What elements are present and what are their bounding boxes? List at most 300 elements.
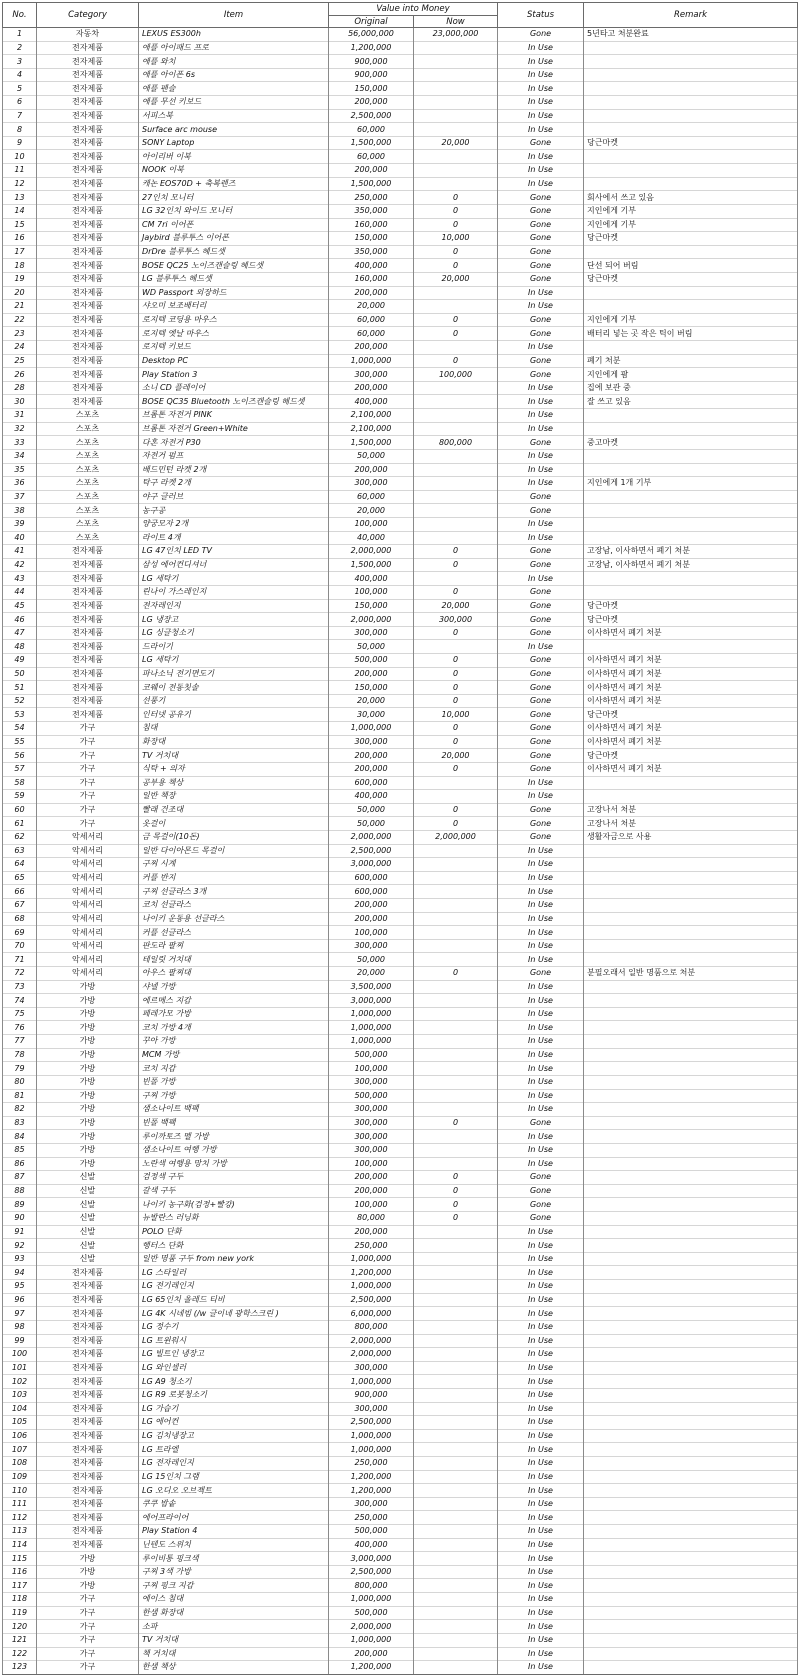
header-item: Item — [139, 3, 329, 28]
cell-category: 악세서리 — [37, 912, 139, 926]
table-row — [3, 1062, 798, 1076]
cell-now — [414, 1048, 498, 1062]
cell-item: 탁구 라켓 2개 — [139, 477, 329, 491]
cell-item: MCM 가방 — [139, 1048, 329, 1062]
cell-no: 9 — [3, 136, 37, 150]
cell-remark: 폐기 처분 — [584, 354, 798, 368]
cell-no: 115 — [3, 1552, 37, 1566]
cell-item: LG 세탁기 — [139, 572, 329, 586]
cell-original: 150,000 — [329, 232, 414, 246]
cell-original: 300,000 — [329, 1402, 414, 1416]
cell-now: 0 — [414, 585, 498, 599]
cell-original: 500,000 — [329, 1048, 414, 1062]
cell-status: Gone — [498, 327, 584, 341]
cell-category: 가구 — [37, 1647, 139, 1661]
table-row — [3, 1198, 798, 1212]
cell-remark: 당근마켓 — [584, 749, 798, 763]
cell-original: 60,000 — [329, 123, 414, 137]
cell-remark: 당근마켓 — [584, 136, 798, 150]
cell-no: 100 — [3, 1348, 37, 1362]
cell-item: LG 전자레인지 — [139, 1456, 329, 1470]
cell-now: 20,000 — [414, 136, 498, 150]
cell-item: 애플 무선 키보드 — [139, 96, 329, 110]
cell-status: Gone — [498, 272, 584, 286]
cell-remark — [584, 422, 798, 436]
cell-remark — [584, 1103, 798, 1117]
cell-remark — [584, 1143, 798, 1157]
cell-remark: 당근마켓 — [584, 232, 798, 246]
cell-item: SONY Laptop — [139, 136, 329, 150]
cell-status: In Use — [498, 1538, 584, 1552]
cell-remark — [584, 449, 798, 463]
cell-now — [414, 490, 498, 504]
cell-remark — [584, 1538, 798, 1552]
cell-status: In Use — [498, 1416, 584, 1430]
cell-item: 라이트 4개 — [139, 531, 329, 545]
cell-category: 가방 — [37, 1007, 139, 1021]
cell-no: 85 — [3, 1143, 37, 1157]
cell-remark — [584, 1048, 798, 1062]
cell-category: 가방 — [37, 1116, 139, 1130]
cell-remark — [584, 68, 798, 82]
cell-original: 200,000 — [329, 667, 414, 681]
cell-item: 금 목걸이(10돈) — [139, 830, 329, 844]
cell-original: 300,000 — [329, 477, 414, 491]
cell-original: 100,000 — [329, 1062, 414, 1076]
cell-category: 가방 — [37, 1048, 139, 1062]
cell-remark — [584, 1402, 798, 1416]
cell-remark — [584, 1388, 798, 1402]
cell-status: In Use — [498, 1266, 584, 1280]
cell-original: 1,200,000 — [329, 41, 414, 55]
cell-item: 노란색 여행용 망치 가방 — [139, 1157, 329, 1171]
cell-category: 전자제품 — [37, 1334, 139, 1348]
cell-remark — [584, 926, 798, 940]
cell-remark — [584, 1579, 798, 1593]
table-row — [3, 150, 798, 164]
table-row — [3, 1484, 798, 1498]
cell-remark — [584, 1633, 798, 1647]
cell-status: In Use — [498, 395, 584, 409]
cell-status: In Use — [498, 422, 584, 436]
cell-original: 1,000,000 — [329, 1021, 414, 1035]
cell-now — [414, 463, 498, 477]
cell-original: 900,000 — [329, 1388, 414, 1402]
cell-original: 1,500,000 — [329, 136, 414, 150]
cell-now — [414, 531, 498, 545]
cell-remark — [584, 1184, 798, 1198]
cell-now — [414, 1266, 498, 1280]
cell-original: 350,000 — [329, 245, 414, 259]
cell-category: 신발 — [37, 1198, 139, 1212]
cell-remark — [584, 1606, 798, 1620]
cell-now — [414, 1456, 498, 1470]
cell-now — [414, 1361, 498, 1375]
cell-now — [414, 953, 498, 967]
cell-original: 1,200,000 — [329, 1266, 414, 1280]
cell-original: 3,000,000 — [329, 1552, 414, 1566]
cell-status: Gone — [498, 504, 584, 518]
cell-status: In Use — [498, 341, 584, 355]
cell-category: 가방 — [37, 1062, 139, 1076]
cell-item: 샘소나이트 백팩 — [139, 1103, 329, 1117]
table-row — [3, 177, 798, 191]
cell-category: 스포츠 — [37, 477, 139, 491]
cell-now — [414, 1633, 498, 1647]
cell-status: Gone — [498, 545, 584, 559]
cell-no: 86 — [3, 1157, 37, 1171]
cell-remark — [584, 1293, 798, 1307]
cell-now: 0 — [414, 626, 498, 640]
cell-status: Gone — [498, 817, 584, 831]
cell-no: 2 — [3, 41, 37, 55]
cell-no: 25 — [3, 354, 37, 368]
cell-item: 구찌 핑크 지갑 — [139, 1579, 329, 1593]
cell-original: 2,100,000 — [329, 422, 414, 436]
cell-item: 린나이 가스레인지 — [139, 585, 329, 599]
cell-item: 빈폴 가방 — [139, 1075, 329, 1089]
cell-original: 200,000 — [329, 96, 414, 110]
cell-no: 14 — [3, 204, 37, 218]
cell-item: 행터스 단화 — [139, 1239, 329, 1253]
cell-status: In Use — [498, 1293, 584, 1307]
cell-category: 전자제품 — [37, 55, 139, 69]
cell-item: 코치 지갑 — [139, 1062, 329, 1076]
cell-category: 전자제품 — [37, 1525, 139, 1539]
table-row — [3, 41, 798, 55]
cell-no: 66 — [3, 885, 37, 899]
cell-category: 전자제품 — [37, 1348, 139, 1362]
cell-no: 92 — [3, 1239, 37, 1253]
cell-no: 93 — [3, 1252, 37, 1266]
cell-no: 63 — [3, 844, 37, 858]
cell-remark — [584, 1266, 798, 1280]
cell-remark — [584, 490, 798, 504]
cell-remark — [584, 1375, 798, 1389]
cell-remark — [584, 1075, 798, 1089]
cell-status: Gone — [498, 28, 584, 42]
cell-now: 0 — [414, 204, 498, 218]
cell-original: 1,000,000 — [329, 722, 414, 736]
cell-no: 78 — [3, 1048, 37, 1062]
cell-now — [414, 1157, 498, 1171]
cell-no: 102 — [3, 1375, 37, 1389]
cell-original: 100,000 — [329, 1157, 414, 1171]
cell-remark — [584, 150, 798, 164]
cell-remark: 이사하면서 폐기 처분 — [584, 681, 798, 695]
cell-original: 40,000 — [329, 531, 414, 545]
cell-now: 0 — [414, 967, 498, 981]
cell-category: 전자제품 — [37, 1470, 139, 1484]
cell-no: 97 — [3, 1307, 37, 1321]
cell-no: 69 — [3, 926, 37, 940]
cell-category: 악세서리 — [37, 885, 139, 899]
table-row — [3, 449, 798, 463]
cell-remark: 지인에게 기부 — [584, 218, 798, 232]
cell-now — [414, 381, 498, 395]
cell-no: 79 — [3, 1062, 37, 1076]
cell-category: 전자제품 — [37, 1416, 139, 1430]
cell-now — [414, 177, 498, 191]
cell-category: 전자제품 — [37, 177, 139, 191]
cell-no: 57 — [3, 762, 37, 776]
cell-original: 600,000 — [329, 776, 414, 790]
cell-original: 900,000 — [329, 55, 414, 69]
cell-original: 80,000 — [329, 1212, 414, 1226]
cell-no: 39 — [3, 517, 37, 531]
cell-now: 0 — [414, 313, 498, 327]
cell-now — [414, 1606, 498, 1620]
cell-item: 공부용 책상 — [139, 776, 329, 790]
table-row — [3, 1116, 798, 1130]
cell-no: 64 — [3, 858, 37, 872]
cell-item: 샤오미 보조배터리 — [139, 300, 329, 314]
cell-now: 20,000 — [414, 599, 498, 613]
cell-remark — [584, 1089, 798, 1103]
cell-now: 0 — [414, 817, 498, 831]
cell-category: 전자제품 — [37, 1497, 139, 1511]
cell-remark — [584, 1552, 798, 1566]
cell-status: In Use — [498, 1361, 584, 1375]
cell-status: In Use — [498, 1225, 584, 1239]
cell-category: 전자제품 — [37, 1484, 139, 1498]
cell-now — [414, 980, 498, 994]
cell-original: 200,000 — [329, 341, 414, 355]
table-row — [3, 354, 798, 368]
cell-item: 브롬톤 자전거 PINK — [139, 409, 329, 423]
cell-now: 800,000 — [414, 436, 498, 450]
cell-remark — [584, 531, 798, 545]
cell-item: Jaybird 블루투스 이어폰 — [139, 232, 329, 246]
cell-remark: 고장나서 처분 — [584, 803, 798, 817]
cell-remark — [584, 871, 798, 885]
cell-status: In Use — [498, 96, 584, 110]
cell-remark — [584, 164, 798, 178]
cell-no: 74 — [3, 994, 37, 1008]
cell-item: 애플 와치 — [139, 55, 329, 69]
cell-status: Gone — [498, 599, 584, 613]
cell-status: In Use — [498, 871, 584, 885]
cell-now — [414, 1525, 498, 1539]
cell-item: 구찌 가방 — [139, 1089, 329, 1103]
cell-now — [414, 1443, 498, 1457]
cell-now — [414, 885, 498, 899]
cell-now: 0 — [414, 1171, 498, 1185]
table-row — [3, 626, 798, 640]
cell-category: 전자제품 — [37, 232, 139, 246]
cell-now: 0 — [414, 1116, 498, 1130]
cell-now — [414, 1130, 498, 1144]
cell-item: 선풍기 — [139, 694, 329, 708]
cell-remark: 이사하면서 폐기 처분 — [584, 735, 798, 749]
cell-original: 3,500,000 — [329, 980, 414, 994]
cell-category: 악세서리 — [37, 967, 139, 981]
table-row — [3, 1103, 798, 1117]
cell-no: 76 — [3, 1021, 37, 1035]
cell-now — [414, 1497, 498, 1511]
cell-status: In Use — [498, 1429, 584, 1443]
cell-remark — [584, 1647, 798, 1661]
cell-item: 전자레인지 — [139, 599, 329, 613]
cell-remark — [584, 1212, 798, 1226]
cell-category: 가구 — [37, 803, 139, 817]
cell-item: 에이스 침대 — [139, 1593, 329, 1607]
table-row — [3, 272, 798, 286]
cell-original: 300,000 — [329, 368, 414, 382]
table-row — [3, 1388, 798, 1402]
table-row — [3, 82, 798, 96]
cell-item: 빨래 건조대 — [139, 803, 329, 817]
cell-status: In Use — [498, 177, 584, 191]
table-row — [3, 1307, 798, 1321]
cell-category: 악세서리 — [37, 953, 139, 967]
cell-now — [414, 1620, 498, 1634]
cell-status: In Use — [498, 1606, 584, 1620]
cell-original: 56,000,000 — [329, 28, 414, 42]
cell-item: LG 32인치 와이드 모니터 — [139, 204, 329, 218]
cell-now — [414, 1103, 498, 1117]
table-row — [3, 422, 798, 436]
cell-item: TV 거치대 — [139, 1633, 329, 1647]
cell-item: 아이리버 이북 — [139, 150, 329, 164]
table-row — [3, 1130, 798, 1144]
cell-no: 61 — [3, 817, 37, 831]
table-row — [3, 1048, 798, 1062]
cell-now — [414, 1307, 498, 1321]
cell-no: 6 — [3, 96, 37, 110]
cell-item: LG 김치냉장고 — [139, 1429, 329, 1443]
cell-item: 27인치 모니터 — [139, 191, 329, 205]
cell-now — [414, 449, 498, 463]
cell-original: 2,500,000 — [329, 1565, 414, 1579]
cell-category: 악세서리 — [37, 844, 139, 858]
cell-now: 0 — [414, 735, 498, 749]
cell-category: 신발 — [37, 1239, 139, 1253]
cell-status: In Use — [498, 844, 584, 858]
cell-no: 88 — [3, 1184, 37, 1198]
table-row — [3, 585, 798, 599]
cell-item: 아우스 팔찌대 — [139, 967, 329, 981]
cell-original: 2,000,000 — [329, 1348, 414, 1362]
cell-remark: 지인에게 기부 — [584, 313, 798, 327]
table-row — [3, 504, 798, 518]
cell-item: WD Passport 외장하드 — [139, 286, 329, 300]
cell-item: 코치 선글라스 — [139, 899, 329, 913]
cell-status: In Use — [498, 1593, 584, 1607]
cell-no: 37 — [3, 490, 37, 504]
cell-category: 가방 — [37, 994, 139, 1008]
cell-now — [414, 1429, 498, 1443]
cell-original: 250,000 — [329, 1239, 414, 1253]
cell-original: 800,000 — [329, 1320, 414, 1334]
cell-status: Gone — [498, 232, 584, 246]
table-row — [3, 1293, 798, 1307]
cell-original: 1,500,000 — [329, 436, 414, 450]
table-row — [3, 341, 798, 355]
cell-now — [414, 109, 498, 123]
table-row — [3, 381, 798, 395]
cell-status: In Use — [498, 1062, 584, 1076]
cell-status: In Use — [498, 980, 584, 994]
table-row — [3, 558, 798, 572]
cell-now: 0 — [414, 1212, 498, 1226]
cell-status: In Use — [498, 1089, 584, 1103]
cell-now — [414, 871, 498, 885]
cell-no: 119 — [3, 1606, 37, 1620]
cell-item: 애플 아이패드 프로 — [139, 41, 329, 55]
cell-remark: 당근마켓 — [584, 599, 798, 613]
cell-original: 50,000 — [329, 817, 414, 831]
cell-category: 가방 — [37, 1130, 139, 1144]
cell-category: 가구 — [37, 790, 139, 804]
cell-remark — [584, 1035, 798, 1049]
cell-original: 200,000 — [329, 762, 414, 776]
table-row — [3, 1511, 798, 1525]
cell-item: 일반 명품 구두 from new york — [139, 1252, 329, 1266]
cell-original: 300,000 — [329, 1143, 414, 1157]
cell-status: Gone — [498, 667, 584, 681]
cell-item: 한샘 화장대 — [139, 1606, 329, 1620]
cell-status: In Use — [498, 409, 584, 423]
cell-status: Gone — [498, 654, 584, 668]
cell-original: 20,000 — [329, 967, 414, 981]
cell-category: 전자제품 — [37, 1280, 139, 1294]
cell-item: LG 에어컨 — [139, 1416, 329, 1430]
cell-item: LG 와인셀러 — [139, 1361, 329, 1375]
table-row — [3, 1280, 798, 1294]
cell-no: 33 — [3, 436, 37, 450]
cell-original: 400,000 — [329, 790, 414, 804]
cell-remark: 고장나서 처분 — [584, 817, 798, 831]
cell-status: In Use — [498, 1075, 584, 1089]
cell-no: 114 — [3, 1538, 37, 1552]
table-row — [3, 654, 798, 668]
table-row — [3, 436, 798, 450]
cell-status: In Use — [498, 994, 584, 1008]
cell-no: 56 — [3, 749, 37, 763]
cell-category: 전자제품 — [37, 354, 139, 368]
cell-no: 83 — [3, 1116, 37, 1130]
cell-original: 1,200,000 — [329, 1470, 414, 1484]
cell-original: 200,000 — [329, 912, 414, 926]
cell-now — [414, 1021, 498, 1035]
cell-no: 65 — [3, 871, 37, 885]
cell-item: 커플 선글라스 — [139, 926, 329, 940]
cell-remark — [584, 1511, 798, 1525]
cell-remark — [584, 844, 798, 858]
cell-no: 59 — [3, 790, 37, 804]
table-row — [3, 1552, 798, 1566]
cell-now — [414, 477, 498, 491]
cell-now — [414, 1007, 498, 1021]
cell-status: In Use — [498, 1388, 584, 1402]
cell-status: Gone — [498, 1212, 584, 1226]
cell-item: 루이까토즈 멜 가방 — [139, 1130, 329, 1144]
cell-original: 250,000 — [329, 1456, 414, 1470]
table-row — [3, 722, 798, 736]
table-row — [3, 803, 798, 817]
cell-no: 101 — [3, 1361, 37, 1375]
cell-item: 애플 아이폰 6s — [139, 68, 329, 82]
cell-category: 전자제품 — [37, 368, 139, 382]
cell-category: 전자제품 — [37, 204, 139, 218]
table-row — [3, 817, 798, 831]
cell-item: 나이키 운동용 선글라스 — [139, 912, 329, 926]
cell-no: 32 — [3, 422, 37, 436]
cell-status: In Use — [498, 1579, 584, 1593]
cell-remark: 당근마켓 — [584, 613, 798, 627]
cell-category: 전자제품 — [37, 585, 139, 599]
